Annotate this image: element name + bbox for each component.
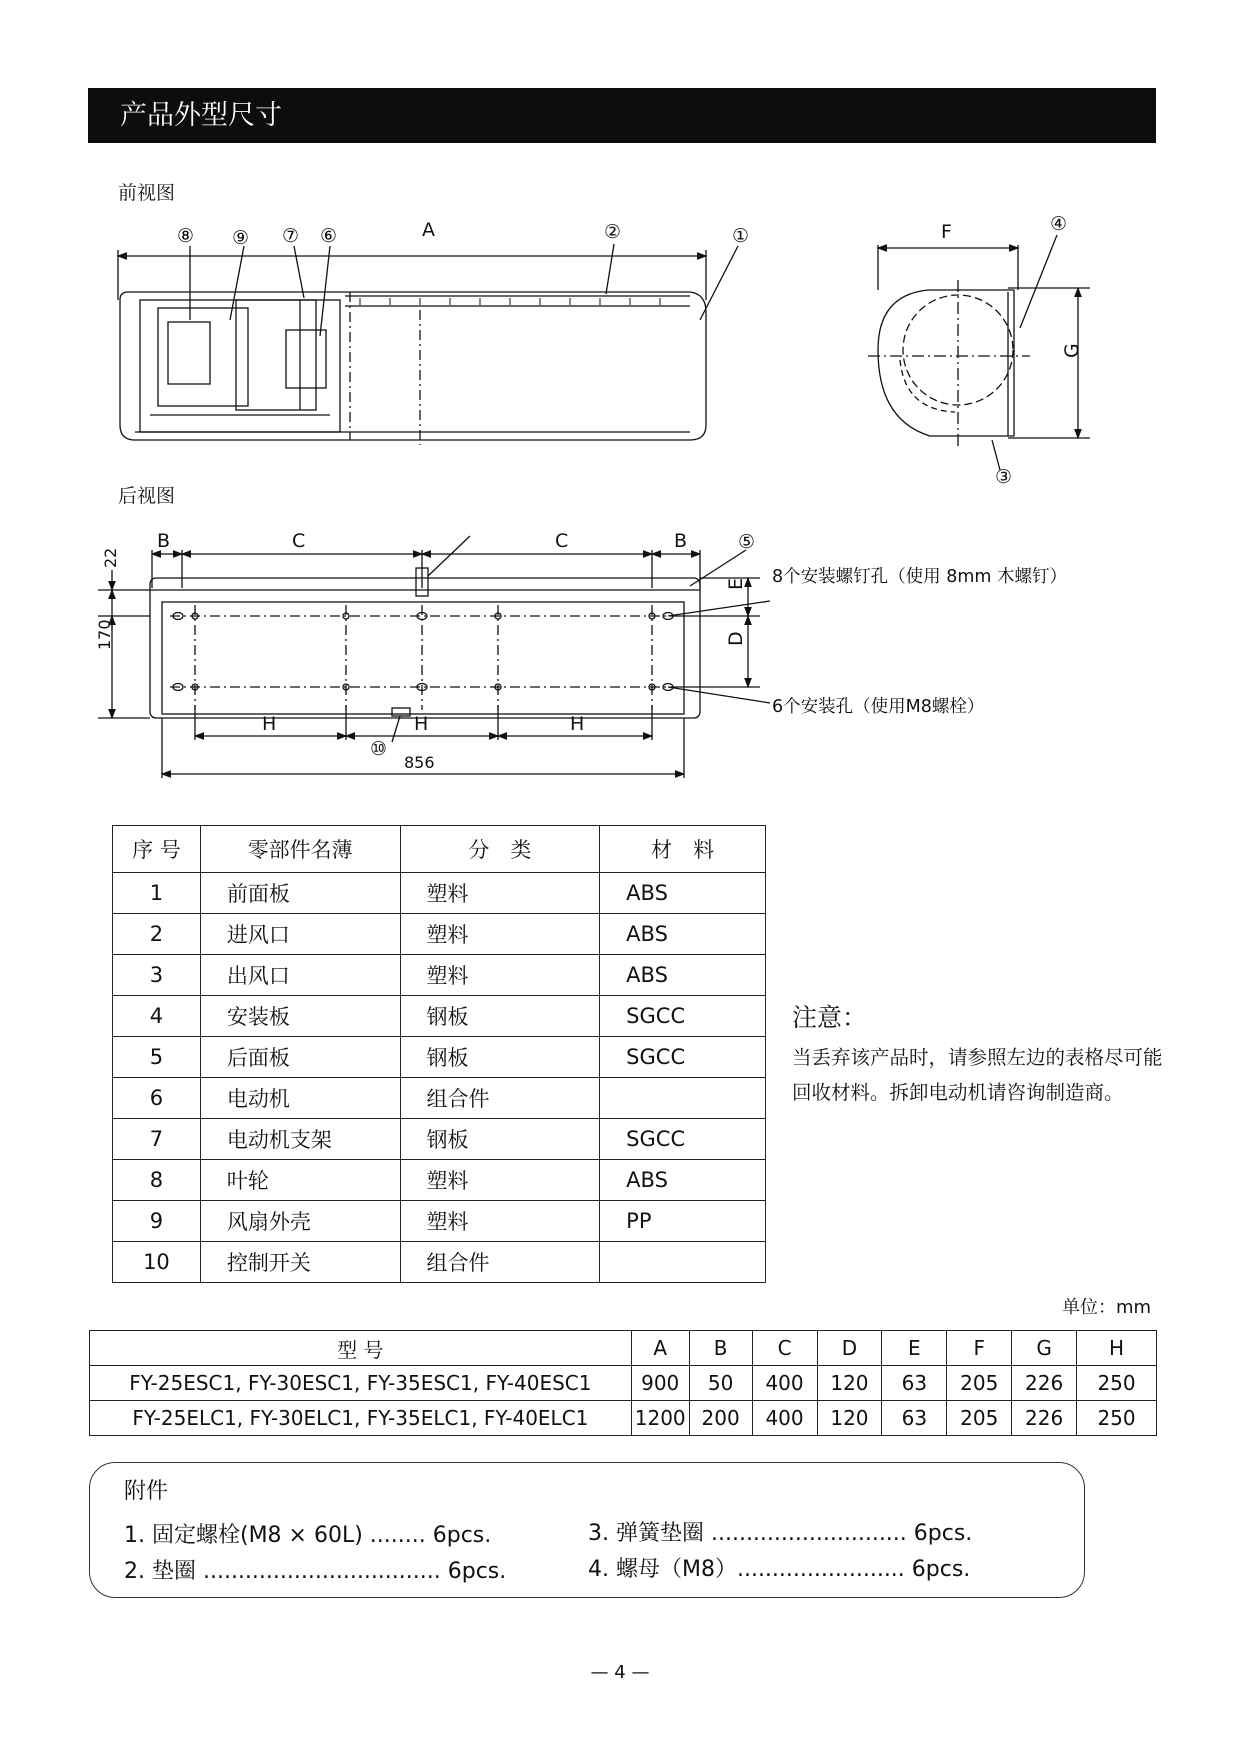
cell-name: 进风口: [200, 914, 400, 955]
model-header-model: 型 号: [90, 1331, 632, 1366]
parts-header-no: 序 号: [113, 826, 201, 873]
accessory-item-3: 3. 弹簧垫圈 ............................ 6pcs.: [588, 1521, 973, 1546]
parts-header-row: [113, 826, 766, 873]
cell-name: 出风口: [200, 955, 400, 996]
parts-header-category: 分 类: [400, 826, 600, 873]
dim-H-1: H: [262, 713, 277, 735]
cell-material: ABS: [600, 1160, 766, 1201]
cell-category: 塑料: [400, 955, 600, 996]
cell-no: 1: [113, 873, 201, 914]
cell-model: FY-25ESC1, FY-30ESC1, FY-35ESC1, FY-40ESC1: [90, 1366, 632, 1401]
accessory-item-1: 1. 固定螺栓(M8 × 60L) ........ 6pcs.: [124, 1523, 492, 1548]
table-row: [90, 1401, 1157, 1436]
cell-no: 6: [113, 1078, 201, 1119]
dim-B-right: B: [674, 530, 688, 552]
callout-8: ⑧: [177, 225, 195, 247]
parts-header-name: 零部件名薄: [200, 826, 400, 873]
model-header-A: A: [631, 1331, 689, 1366]
dim-170: 170: [95, 619, 114, 650]
model-header-G: G: [1012, 1331, 1077, 1366]
cell-name: 电动机: [200, 1078, 400, 1119]
page-number: — 4 —: [590, 1662, 650, 1683]
cell-name: 电动机支架: [200, 1119, 400, 1160]
dim-B-left: B: [157, 530, 171, 552]
cell-D: 120: [817, 1401, 882, 1436]
callout-9: ⑨: [232, 227, 250, 249]
table-row: [113, 1201, 766, 1242]
cell-name: 叶轮: [200, 1160, 400, 1201]
cell-E: 63: [882, 1366, 947, 1401]
dim-E: E: [725, 577, 747, 590]
dim-856: 856: [404, 753, 435, 772]
callout-7: ⑦: [282, 225, 300, 247]
cell-no: 3: [113, 955, 201, 996]
cell-E: 63: [882, 1401, 947, 1436]
cell-name: 前面板: [200, 873, 400, 914]
callout-1: ①: [732, 225, 750, 247]
table-row: [113, 996, 766, 1037]
cell-material: SGCC: [600, 1037, 766, 1078]
side-view-drawing: [868, 235, 1090, 470]
parts-header-material: 材 料: [600, 826, 766, 873]
table-row: [113, 1160, 766, 1201]
rear-view-label: 后视图: [118, 485, 176, 507]
cell-C: 400: [752, 1401, 817, 1436]
note-screw-holes: 8个安装螺钉孔（使用 8mm 木螺钉）: [772, 567, 1067, 587]
notice-title: 注意：: [792, 1003, 868, 1032]
table-row: [113, 1037, 766, 1078]
cell-B: 50: [689, 1366, 752, 1401]
model-header-H: H: [1077, 1331, 1157, 1366]
callout-2: ②: [604, 221, 622, 243]
cell-material: [600, 1078, 766, 1119]
table-row: [113, 1242, 766, 1283]
cell-material: [600, 1242, 766, 1283]
cell-material: ABS: [600, 914, 766, 955]
accessory-item-4: 4. 螺母（M8）........................ 6pcs.: [588, 1557, 971, 1582]
dim-A-label: A: [422, 219, 435, 241]
model-header-C: C: [752, 1331, 817, 1366]
cell-no: 7: [113, 1119, 201, 1160]
callout-3: ③: [995, 466, 1013, 488]
cell-category: 塑料: [400, 914, 600, 955]
cell-category: 组合件: [400, 1242, 600, 1283]
dim-C-right: C: [555, 530, 569, 552]
cell-category: 钢板: [400, 1119, 600, 1160]
cell-category: 钢板: [400, 996, 600, 1037]
model-header-B: B: [689, 1331, 752, 1366]
cell-G: 226: [1012, 1366, 1077, 1401]
accessory-item-2: 2. 垫圈 .................................. 6pcs.: [124, 1559, 507, 1584]
front-view-drawing: [0, 0, 1240, 490]
cell-category: 塑料: [400, 1160, 600, 1201]
dim-G-label: G: [1061, 343, 1083, 358]
dim-H-2: H: [414, 713, 429, 735]
cell-category: 组合件: [400, 1078, 600, 1119]
cell-category: 钢板: [400, 1037, 600, 1078]
front-view-label: 前视图: [118, 182, 176, 204]
cell-C: 400: [752, 1366, 817, 1401]
cell-name: 后面板: [200, 1037, 400, 1078]
callout-6: ⑥: [320, 225, 338, 247]
cell-material: SGCC: [600, 1119, 766, 1160]
dim-C-left: C: [292, 530, 306, 552]
cell-no: 4: [113, 996, 201, 1037]
cell-no: 5: [113, 1037, 201, 1078]
callout-5: ⑤: [738, 531, 756, 553]
cell-category: 塑料: [400, 873, 600, 914]
cell-A: 900: [631, 1366, 689, 1401]
table-row: [113, 914, 766, 955]
section-header: 产品外型尺寸: [88, 88, 1156, 143]
dim-H-3: H: [570, 713, 585, 735]
cell-name: 安装板: [200, 996, 400, 1037]
model-header-F: F: [947, 1331, 1012, 1366]
parts-table: [112, 825, 766, 1283]
dim-22: 22: [101, 547, 120, 568]
table-row: [90, 1366, 1157, 1401]
cell-category: 塑料: [400, 1201, 600, 1242]
cell-H: 250: [1077, 1366, 1157, 1401]
cell-name: 风扇外壳: [200, 1201, 400, 1242]
accessories-title: 附件: [124, 1479, 169, 1504]
cell-name: 控制开关: [200, 1242, 400, 1283]
cell-D: 120: [817, 1366, 882, 1401]
model-header-D: D: [817, 1331, 882, 1366]
table-row: [113, 1078, 766, 1119]
model-header-row: [90, 1331, 1157, 1366]
dim-F-label: F: [941, 221, 952, 243]
cell-F: 205: [947, 1366, 1012, 1401]
cell-G: 226: [1012, 1401, 1077, 1436]
cell-material: ABS: [600, 955, 766, 996]
cell-F: 205: [947, 1401, 1012, 1436]
rear-view-drawing: [0, 510, 1240, 785]
notice-body: 当丢弃该产品时，请参照左边的表格尽可能回收材料。拆卸电动机请咨询制造商。: [792, 1046, 1163, 1104]
cell-model: FY-25ELC1, FY-30ELC1, FY-35ELC1, FY-40ELC1: [90, 1401, 632, 1436]
dim-D: D: [725, 631, 747, 646]
cell-no: 8: [113, 1160, 201, 1201]
cell-A: 1200: [631, 1401, 689, 1436]
table-row: [113, 873, 766, 914]
table-row: [113, 1119, 766, 1160]
note-bolt-holes: 6个安装孔（使用M8螺栓）: [772, 697, 985, 717]
cell-H: 250: [1077, 1401, 1157, 1436]
cell-material: PP: [600, 1201, 766, 1242]
cell-material: SGCC: [600, 996, 766, 1037]
model-header-E: E: [882, 1331, 947, 1366]
callout-10: ⑩: [370, 738, 388, 760]
model-table: [89, 1330, 1157, 1436]
callout-4: ④: [1050, 213, 1068, 235]
cell-no: 9: [113, 1201, 201, 1242]
cell-material: ABS: [600, 873, 766, 914]
unit-label: 单位：mm: [1062, 1297, 1152, 1318]
table-row: [113, 955, 766, 996]
cell-B: 200: [689, 1401, 752, 1436]
cell-no: 2: [113, 914, 201, 955]
cell-no: 10: [113, 1242, 201, 1283]
